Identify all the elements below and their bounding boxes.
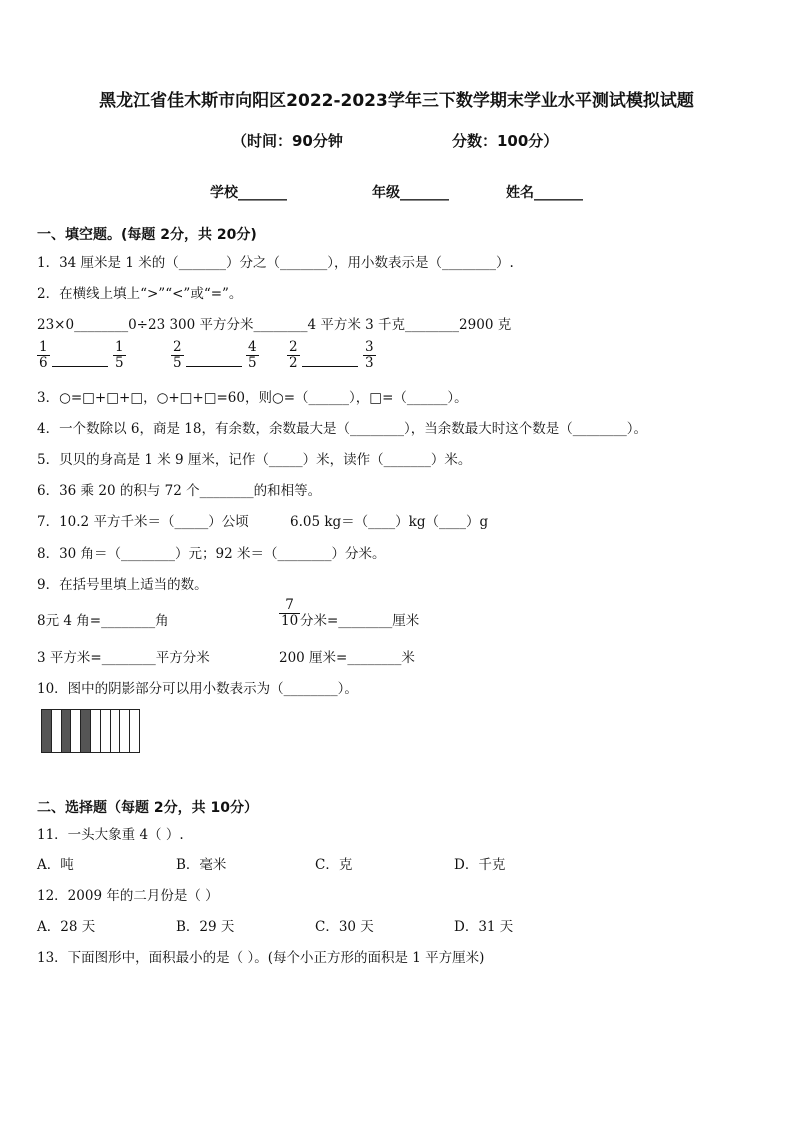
fraction: $\frac{2}{2}$ <box>289 339 298 371</box>
question-4: 4．一个数除以 6，商是 18，有余数，余数最大是（________），当余数最大时这个数是（________）。 <box>37 421 647 437</box>
question-13: 13．下面图形中，面积最小的是（ ）。(每个小正方形的面积是 1 平方厘米) <box>37 950 485 966</box>
fraction: $\frac{4}{5}$ <box>248 339 257 371</box>
answer-blank[interactable] <box>302 365 358 367</box>
option-b[interactable]: B．毫米 <box>176 857 227 873</box>
option-a[interactable]: A．28 天 <box>37 919 96 935</box>
page-title: 黑龙江省佳木斯市向阳区2022-2023学年三下数学期末学业水平测试模拟试题 <box>99 91 694 111</box>
grade-field: 年级_______ <box>372 185 449 201</box>
section-2-heading: 二、选择题（每题 2分，共 10分） <box>37 800 258 816</box>
question-11: 11．一头大象重 4（ ）. <box>37 827 184 843</box>
fraction: $\frac{3}{3}$ <box>365 339 374 371</box>
option-c[interactable]: C．30 天 <box>315 919 374 935</box>
question-12: 12．2009 年的二月份是（ ） <box>37 888 219 904</box>
question-10: 10．图中的阴影部分可以用小数表示为（________）。 <box>37 681 358 697</box>
figure-bar <box>129 709 140 753</box>
school-field: 学校_______ <box>210 185 287 201</box>
exam-score: 分数：100分） <box>452 132 559 150</box>
fraction: $\frac{1}{6}$ <box>39 339 48 371</box>
question-5: 5．贝贝的身高是 1 米 9 厘米，记作（_____）米，读作（_______）米。 <box>37 452 472 468</box>
name-field: 姓名_______ <box>506 185 583 201</box>
option-b[interactable]: B．29 天 <box>176 919 235 935</box>
fraction: $\frac{1}{5}$ <box>115 339 124 371</box>
question-8: 8．30 角＝（________）元；92 米＝（________）分米。 <box>37 546 386 562</box>
question-2-row-1: 23×0________0÷23 300 平方分米________4 平方米 3 千克________2900 克 <box>37 317 512 333</box>
question-3: 3．○=□+□+□，○+□+□=60，则○=（______），□=（______）。 <box>37 390 468 406</box>
fraction: $\frac{7}{10}$ <box>281 597 299 629</box>
question-9: 9．在括号里填上适当的数。 <box>37 577 208 593</box>
question-9-d: 200 厘米=________米 <box>279 650 415 666</box>
option-d[interactable]: D．千克 <box>454 857 506 873</box>
option-c[interactable]: C．克 <box>315 857 353 873</box>
option-d[interactable]: D．31 天 <box>454 919 514 935</box>
question-9-b: 分米=________厘米 <box>300 613 420 629</box>
exam-time: （时间：90分钟 <box>232 132 343 150</box>
question-7-part-b: 6.05 kg＝（____）kg（____）g <box>290 514 489 530</box>
question-7-part-a: 7．10.2 平方千米＝（_____）公顷 <box>37 514 249 530</box>
question-9-a: 8元 4 角=________角 <box>37 613 169 629</box>
option-a[interactable]: A．吨 <box>37 857 74 873</box>
answer-blank[interactable] <box>52 365 108 367</box>
question-1: 1．34 厘米是 1 米的（_______）分之（_______），用小数表示是（________）. <box>37 255 514 271</box>
question-9-c: 3 平方米=________平方分米 <box>37 650 210 666</box>
fraction: $\frac{2}{5}$ <box>173 339 182 371</box>
shaded-bar-figure <box>41 709 139 753</box>
answer-blank[interactable] <box>186 365 242 367</box>
section-1-heading: 一、填空题。(每题 2分，共 20分) <box>37 227 257 243</box>
question-2: 2．在横线上填上“>”“<”或“=”。 <box>37 286 243 302</box>
question-6: 6．36 乘 20 的积与 72 个________的和相等。 <box>37 483 322 499</box>
